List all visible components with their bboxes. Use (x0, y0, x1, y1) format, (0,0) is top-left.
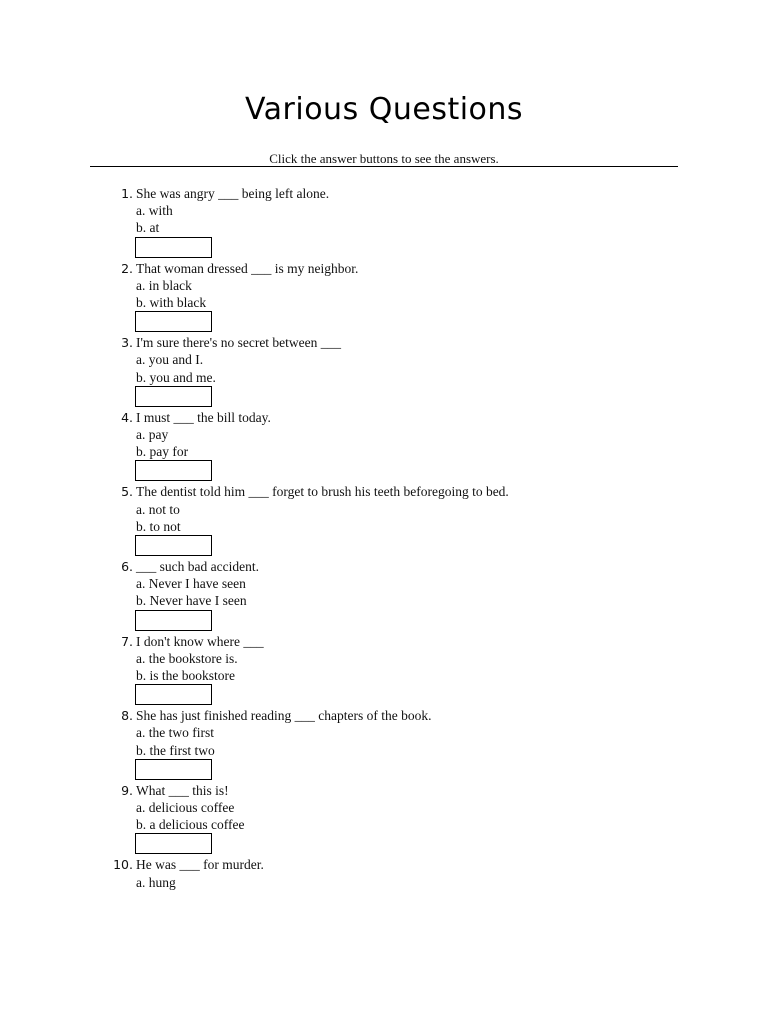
option-a: a. you and I. (136, 352, 204, 368)
question-item-8 (0, 707, 768, 782)
answer-button-2[interactable] (135, 311, 212, 332)
answer-button-8[interactable] (135, 759, 212, 780)
question-text: She has just finished reading ___ chapters of the book. (136, 708, 432, 724)
question-text: I must ___ the bill today. (136, 409, 271, 425)
question-item-6 (0, 558, 768, 633)
question-number: 4. (121, 409, 133, 425)
question-number: 6. (121, 558, 133, 574)
question-text: The dentist told him ___ forget to brush his teeth beforegoing to bed. (136, 484, 509, 500)
option-a: a. hung (136, 874, 176, 890)
question-text: She was angry ___ being left alone. (136, 186, 330, 201)
option-b: b. you and me. (136, 369, 216, 385)
question-text: I don't know where ___ (136, 633, 264, 649)
option-a: a. pay (136, 426, 169, 442)
option-b: b. Never have I seen (136, 593, 247, 609)
answer-button-9[interactable] (135, 833, 212, 854)
answer-button-1[interactable] (135, 237, 212, 258)
question-item-4 (0, 409, 768, 484)
header-divider (90, 166, 678, 167)
question-number: 10. (113, 857, 133, 873)
option-b: b. at (136, 220, 160, 236)
option-b: b. a delicious coffee (136, 817, 245, 833)
question-item-1 (0, 185, 768, 260)
option-a: a. the two first (136, 725, 214, 741)
question-text: He was ___ for murder. (136, 857, 264, 873)
option-a: a. delicious coffee (136, 799, 235, 815)
answer-button-6[interactable] (135, 610, 212, 631)
option-b: b. to not (136, 518, 181, 534)
option-a: a. Never I have seen (136, 576, 246, 592)
answer-button-5[interactable] (135, 535, 212, 556)
option-a: a. not to (136, 501, 180, 517)
question-text: What ___ this is! (136, 782, 229, 798)
option-b: b. the first two (136, 742, 215, 758)
question-item-5 (0, 483, 768, 558)
page-title: Various Questions (244, 92, 524, 127)
answer-button-3[interactable] (135, 386, 212, 407)
question-item-9 (0, 782, 768, 857)
option-b: b. pay for (136, 444, 189, 460)
question-item-2 (0, 260, 768, 335)
question-number: 3. (121, 335, 133, 351)
answer-button-4[interactable] (135, 460, 212, 481)
question-text: That woman dressed ___ is my neighbor. (136, 260, 359, 276)
option-a: a. with (136, 203, 173, 219)
question-number: 8. (121, 708, 133, 724)
question-number: 1. (121, 186, 133, 201)
question-list (0, 185, 768, 931)
question-number: 2. (121, 260, 133, 276)
question-number: 7. (121, 633, 133, 649)
option-a: a. the bookstore is. (136, 650, 238, 666)
option-b: b. with black (136, 294, 207, 310)
question-number: 5. (121, 484, 133, 500)
option-a: a. in black (136, 277, 192, 293)
answer-button-7[interactable] (135, 684, 212, 705)
option-b: b. is the bookstore (136, 667, 235, 683)
question-number: 9. (121, 782, 133, 798)
question-text: ___ such bad accident. (136, 558, 259, 574)
question-text: I'm sure there's no secret between ___ (136, 335, 342, 351)
question-item-10 (0, 856, 768, 931)
question-item-7 (0, 633, 768, 708)
question-item-3 (0, 334, 768, 409)
instructions-text: Click the answer buttons to see the answers. (269, 151, 499, 166)
